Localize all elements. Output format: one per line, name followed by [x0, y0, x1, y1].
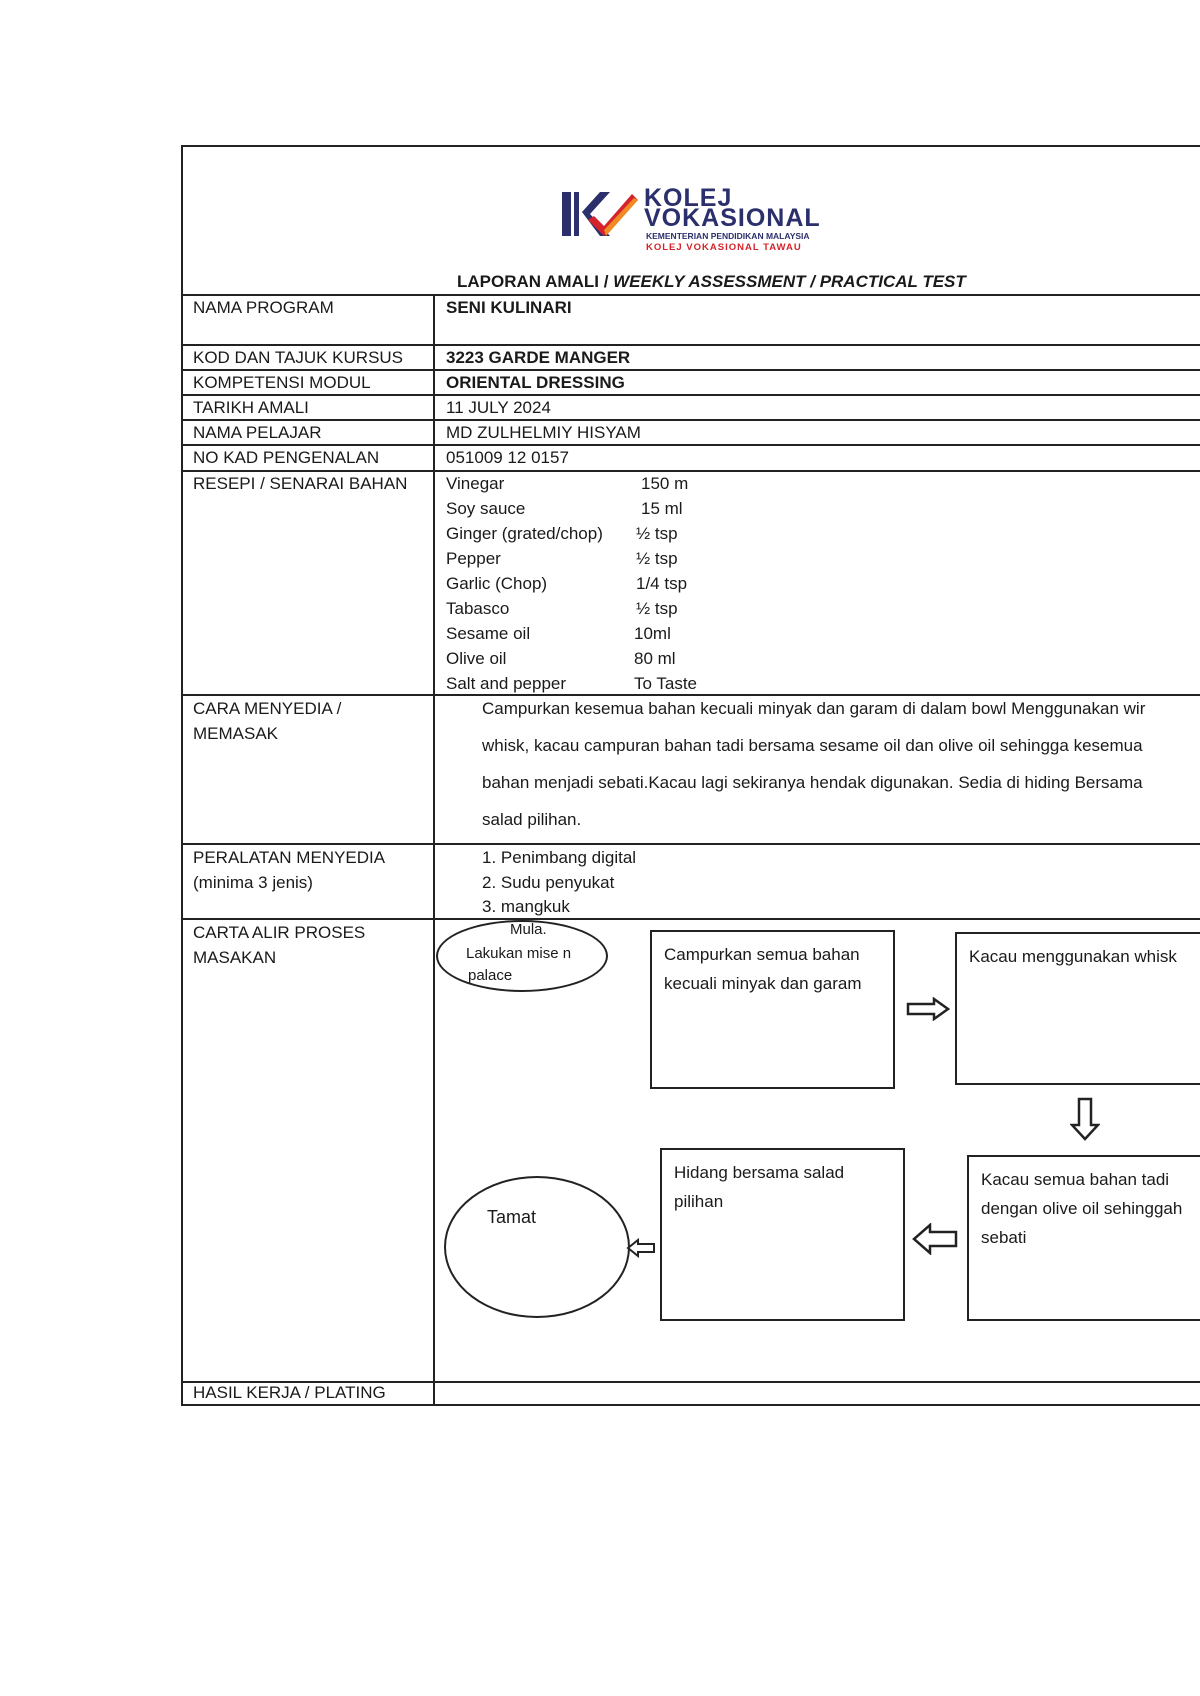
ingredient-qty: ½ tsp	[636, 599, 678, 618]
ingredient-name: Sesame oil	[446, 624, 531, 643]
school-logo	[560, 184, 860, 254]
label-cara-line1: CARA MENYEDIA /	[193, 699, 342, 718]
ingredient-name: Vinegar	[446, 474, 505, 493]
flow-step-box: Campurkan semua bahan kecuali minyak dan garam	[650, 930, 895, 1089]
flow-start-line2: Lakukan mise n	[466, 945, 572, 962]
label-tarikh: TARIKH AMALI	[193, 398, 309, 417]
value-tarikh: 11 JULY 2024	[446, 398, 551, 417]
label-nama-program: NAMA PROGRAM	[193, 298, 334, 317]
table-row-divider	[181, 394, 1200, 396]
label-carta-line1: CARTA ALIR PROSES	[193, 923, 366, 942]
logo-line-kementerian: KEMENTERIAN PENDIDIKAN MALAYSIA	[646, 231, 810, 241]
equipment-item: 2. Sudu penyukat	[482, 873, 615, 892]
flow-step-box: Kacau semua bahan tadi dengan olive oil sehinggah sebati	[967, 1155, 1200, 1321]
logo-line-kolej: KOLEJ	[644, 184, 733, 212]
value-kod-kursus: 3223 GARDE MANGER	[446, 348, 631, 367]
method-line: Campurkan kesemua bahan kecuali minyak dan garam di dalam bowl Menggunakan wir	[482, 699, 1146, 718]
ingredient-qty: 1/4 tsp	[636, 574, 688, 593]
ingredient-name: Soy sauce	[446, 499, 526, 518]
value-no-kad: 051009 12 0157	[446, 448, 569, 467]
arrow-left-icon	[626, 1238, 656, 1258]
flow-step-box: Hidang bersama salad pilihan	[660, 1148, 905, 1321]
value-nama-program: SENI KULINARI	[446, 298, 572, 317]
ingredient-qty: 10ml	[634, 624, 671, 643]
ingredient-name: Olive oil	[446, 649, 507, 668]
table-row-divider	[181, 344, 1200, 346]
label-peralatan-line1: PERALATAN MENYEDIA	[193, 848, 386, 867]
ingredient-name: Salt and pepper	[446, 674, 567, 693]
table-row-divider	[181, 369, 1200, 371]
table-row-divider	[181, 444, 1200, 446]
table-column-divider	[433, 294, 435, 1406]
label-nama-pelajar: NAMA PELAJAR	[193, 423, 322, 442]
method-line: whisk, kacau campuran bahan tadi bersama sesame oil dan olive oil sehingga kesemua	[482, 736, 1143, 755]
ingredient-name: Tabasco	[446, 599, 510, 618]
flow-end-label: Tamat	[487, 1207, 537, 1227]
label-cara-line2: MEMASAK	[193, 724, 279, 743]
equipment-item: 1. Penimbang digital	[482, 848, 637, 867]
flow-step-box: Kacau menggunakan whisk	[955, 932, 1200, 1085]
table-border-left	[181, 145, 183, 1406]
table-row-divider	[181, 294, 1200, 296]
arrow-left-icon	[912, 1223, 958, 1255]
equipment-item: 3. mangkuk	[482, 897, 570, 916]
label-hasil: HASIL KERJA / PLATING	[193, 1383, 386, 1402]
table-row-divider	[181, 470, 1200, 472]
method-line: bahan menjadi sebati.Kacau lagi sekiranya hendak digunakan. Sedia di hiding Bersama	[482, 773, 1143, 792]
flow-end-oval	[444, 1176, 630, 1318]
ingredient-qty: ½ tsp	[636, 524, 678, 543]
label-carta-line2: MASAKAN	[193, 948, 277, 967]
ingredient-qty: ½ tsp	[636, 549, 678, 568]
method-text	[482, 690, 1198, 838]
logo-line-tawau: KOLEJ VOKASIONAL TAWAU	[646, 242, 802, 253]
flow-start-line1: Mula.	[510, 921, 547, 938]
logo-line-vokasional: VOKASIONAL	[644, 204, 821, 232]
label-kompetensi: KOMPETENSI MODUL	[193, 373, 371, 392]
label-kod-kursus: KOD DAN TAJUK KURSUS	[193, 348, 404, 367]
arrow-down-icon	[1070, 1097, 1100, 1141]
ingredient-qty: 15 ml	[641, 499, 683, 518]
arrow-right-icon	[906, 997, 950, 1021]
table-row-divider	[181, 843, 1200, 845]
report-title	[457, 272, 966, 292]
ingredient-qty: To Taste	[634, 674, 698, 693]
value-kompetensi: ORIENTAL DRESSING	[446, 373, 625, 392]
label-peralatan-line2: (minima 3 jenis)	[193, 873, 313, 892]
table-row-divider	[181, 419, 1200, 421]
ingredient-name: Pepper	[446, 549, 501, 568]
ingredient-name: Ginger (grated/chop)	[446, 524, 603, 543]
table-border-top	[181, 145, 1200, 147]
ingredient-name: Garlic (Chop)	[446, 574, 548, 593]
table-row-divider	[181, 918, 1200, 920]
report-title-italic: WEEKLY ASSESSMENT / PRACTICAL TEST	[613, 272, 966, 291]
ingredient-qty: 80 ml	[634, 649, 676, 668]
flow-start-line3: palace	[468, 967, 513, 984]
label-resepi: RESEPI / SENARAI BAHAN	[193, 474, 408, 493]
label-no-kad: NO KAD PENGENALAN	[193, 448, 380, 467]
kv-emblem-icon	[560, 190, 640, 240]
method-line: salad pilihan.	[482, 810, 582, 829]
report-title-plain: LAPORAN AMALI /	[457, 272, 614, 291]
value-nama-pelajar: MD ZULHELMIY HISYAM	[446, 423, 641, 442]
ingredient-qty: 150 m	[641, 474, 689, 493]
table-border-bottom	[181, 1404, 1200, 1406]
